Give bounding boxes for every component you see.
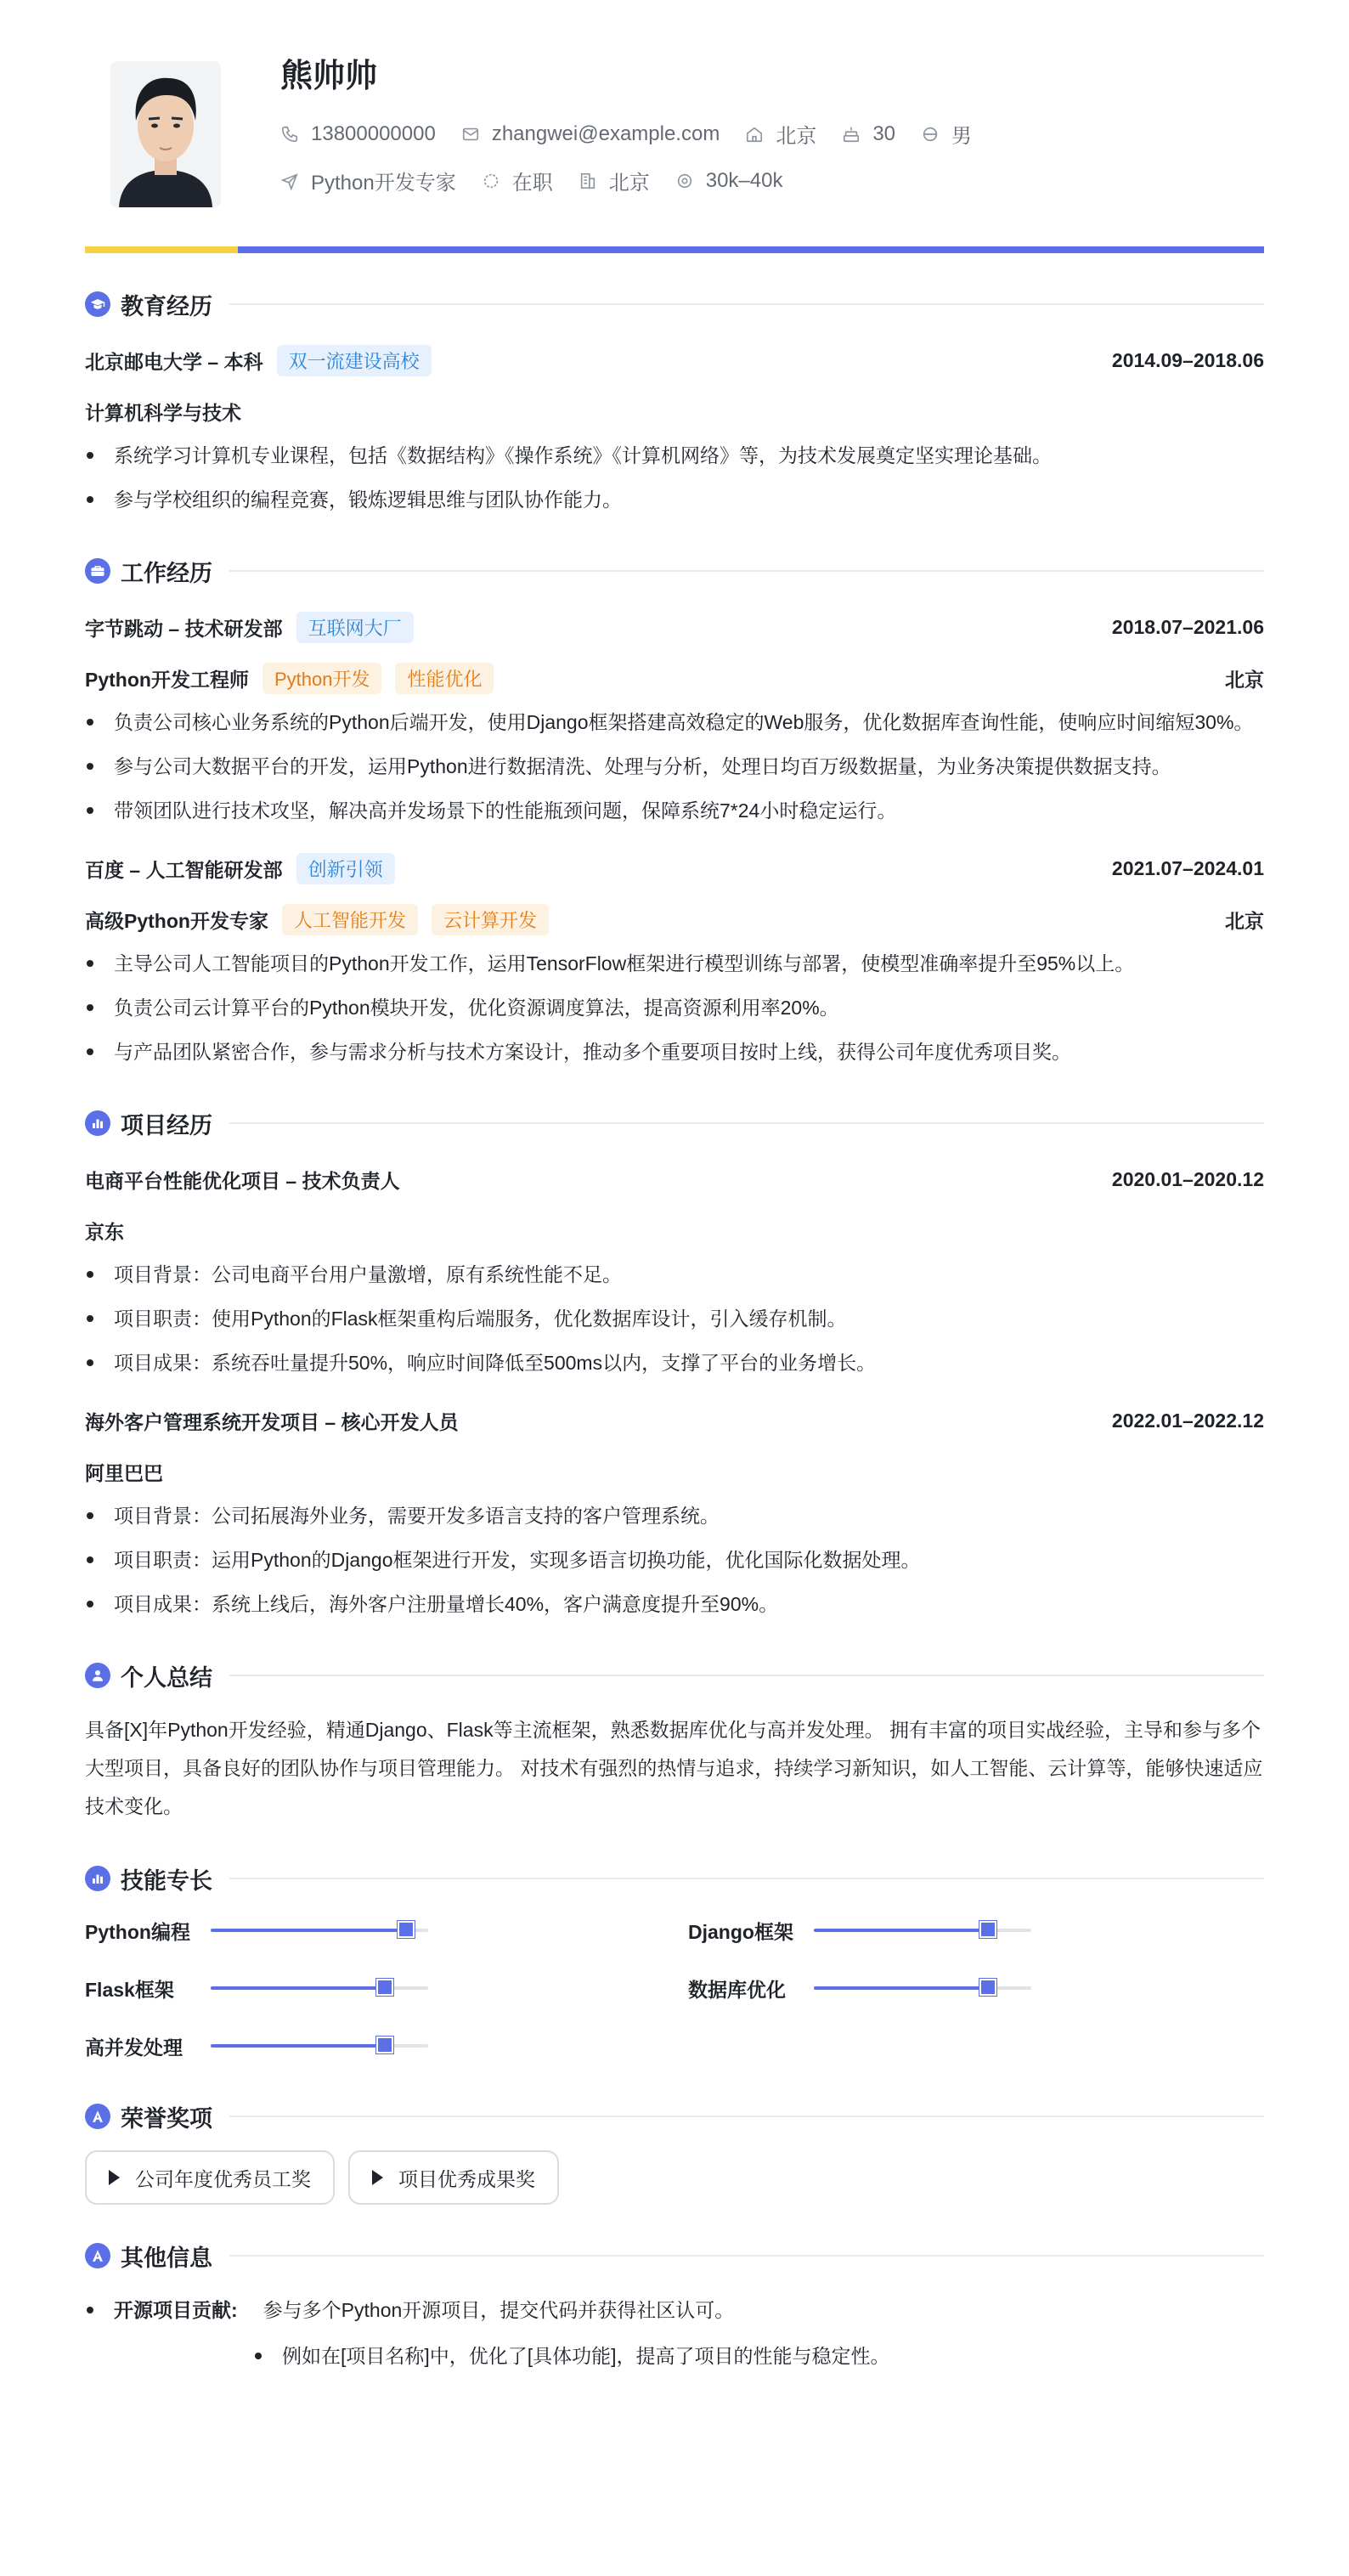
role-tag: 性能优化 <box>395 663 494 694</box>
job-role: 高级Python开发专家 <box>85 909 268 932</box>
company-tag: 创新引领 <box>296 853 395 884</box>
role-tag: 人工智能开发 <box>282 904 418 935</box>
skill-level-marker <box>376 1979 393 1996</box>
skill-name: 数据库优化 <box>688 1978 786 2001</box>
skill-track <box>814 1986 1031 1990</box>
list-item: 项目职责：运用Python的Django框架进行开发，实现多语言切换功能，优化国际化数据处理。 <box>85 1541 1264 1579</box>
skill-level-fill <box>814 1929 988 1932</box>
list-item: 参与公司大数据平台的开发，运用Python进行数据清洗、处理与分析，处理日均百万级数据量，为业务决策提供数据支持。 <box>85 748 1264 785</box>
skill-name: 高并发处理 <box>85 2036 183 2059</box>
skills-grid <box>85 1916 1264 2060</box>
section-rule <box>229 1122 1264 1124</box>
age-item <box>842 122 895 146</box>
list-item: 参与学校组织的编程竞赛，锻炼逻辑思维与团队协作能力。 <box>85 481 1264 518</box>
skill-level-fill <box>211 1986 385 1990</box>
job-role: Python开发工程师 <box>85 668 249 691</box>
work-entry <box>85 843 1264 1071</box>
summary-text: 具备[X]年Python开发经验，精通Django、Flask等主流框架，熟悉数据库优化与高并发处理。 拥有丰富的项目实战经验，主导和参与多个大型项目，具备良好的团队协作与项目管理能力。 对技术有强烈的热情与追求，持续学习新知识，如人工智能、云计算等，能够快速适应技术变化。 <box>85 1719 1263 1817</box>
avatar <box>110 61 221 207</box>
list-item: 负责公司核心业务系统的Python后端开发，使用Django框架搭建高效稳定的Web服务，优化数据库查询性能，使响应时间缩短30%。 <box>85 703 1264 741</box>
work-date: 2018.07–2021.06 <box>1111 615 1264 638</box>
project-entry <box>85 1154 1264 1381</box>
home-icon <box>745 125 764 144</box>
role-tag: 云计算开发 <box>432 904 549 935</box>
section-rule <box>229 1878 1264 1879</box>
email-value: zhangwei@example.com <box>491 121 720 145</box>
section-rule <box>229 2116 1264 2117</box>
graduation-cap-icon <box>85 291 110 317</box>
hometown-item <box>745 119 816 149</box>
position-value: Python开发专家 <box>311 172 456 195</box>
skill-level-marker <box>376 2037 393 2053</box>
school-tag: 双一流建设高校 <box>277 345 432 376</box>
list-item: 项目背景：公司拓展海外业务，需要开发多语言支持的客户管理系统。 <box>85 1497 1264 1534</box>
job-city: 北京 <box>1225 668 1264 691</box>
skill-level-marker <box>979 1979 996 1996</box>
project-date: 2020.01–2020.12 <box>1111 1167 1264 1190</box>
position-item <box>280 166 456 195</box>
user-icon <box>85 1663 110 1688</box>
list-item: 项目背景：公司电商平台用户量激增，原有系统性能不足。 <box>85 1256 1264 1293</box>
cake-icon <box>842 125 861 144</box>
section-title-summary: 个人总结 <box>85 1658 1264 1692</box>
phone-item <box>280 122 436 146</box>
city-item <box>579 166 650 195</box>
project-company: 阿里巴巴 <box>85 1461 163 1484</box>
briefcase-icon <box>85 558 110 584</box>
education-date: 2014.09–2018.06 <box>1111 348 1264 371</box>
section-title-education: 教育经历 <box>85 287 1264 321</box>
honor-label: 公司年度优秀员工奖 <box>135 2167 311 2190</box>
other-text: 参与多个Python开源项目，提交代码并获得社区认可。 <box>262 2299 735 2321</box>
award-icon <box>85 2104 110 2129</box>
intention-row <box>280 166 808 195</box>
list-item: 项目职责：使用Python的Flask框架重构后端服务，优化数据库设计，引入缓存机制。 <box>85 1300 1264 1337</box>
project-entry <box>85 1395 1264 1623</box>
play-icon <box>109 2170 120 2185</box>
summary-section <box>85 1658 1264 1826</box>
list-item: 负责公司云计算平台的Python模块开发，优化资源调度算法，提高资源利用率20%。 <box>85 989 1264 1026</box>
list-item: 与产品团队紧密合作，参与需求分析与技术方案设计，推动多个重要项目按时上线，获得公司年度优秀项目奖。 <box>85 1033 1264 1071</box>
role-tag: Python开发 <box>262 663 382 694</box>
education-entry-head <box>85 335 1264 386</box>
mail-icon <box>461 125 480 144</box>
skill-name: Django框架 <box>688 1920 793 1943</box>
salary-item <box>675 169 783 193</box>
honors-section <box>85 2099 1264 2205</box>
work-entry <box>85 602 1264 829</box>
skill-item <box>85 1974 688 2003</box>
skill-level-fill <box>211 1929 406 1932</box>
section-title-other: 其他信息 <box>85 2239 1264 2273</box>
projects-section <box>85 1106 1264 1623</box>
bar-chart-icon <box>85 1866 110 1891</box>
section-title-work: 工作经历 <box>85 554 1264 588</box>
education-section <box>85 287 1264 518</box>
school-name: 北京邮电大学 – 本科 <box>85 350 263 373</box>
company-name: 百度 – 人工智能研发部 <box>85 858 283 881</box>
honors-list <box>85 2150 1264 2205</box>
coin-icon <box>675 172 694 190</box>
city-value: 北京 <box>608 172 650 195</box>
other-item <box>85 2291 1264 2329</box>
honor-item <box>85 2150 335 2205</box>
phone-value: 13800000000 <box>311 121 436 145</box>
work-section <box>85 554 1264 1071</box>
skill-item <box>688 1916 1264 1945</box>
header-divider-accent <box>85 246 238 253</box>
skill-level-fill <box>211 2044 385 2048</box>
age-value: 30 <box>872 121 896 145</box>
list-item: 项目成果：系统上线后，海外客户注册量增长40%，客户满意度提升至90%。 <box>85 1585 1264 1623</box>
section-rule <box>229 570 1264 572</box>
candidate-name: 熊帅帅 <box>280 59 378 94</box>
honor-label: 项目优秀成果奖 <box>398 2167 535 2190</box>
other-label: 开源项目贡献: <box>114 2299 238 2321</box>
contact-row <box>280 119 997 149</box>
honor-item <box>348 2150 559 2205</box>
list-item: 项目成果：系统吞吐量提升50%，响应时间降低至500ms以内，支撑了平台的业务增长。 <box>85 1344 1264 1381</box>
skill-track <box>211 1986 428 1990</box>
building-icon <box>579 172 597 190</box>
send-icon <box>280 172 299 190</box>
avatar-portrait-icon <box>110 61 221 207</box>
skill-item <box>688 1974 1264 2003</box>
project-title: 海外客户管理系统开发项目 – 核心开发人员 <box>85 1410 459 1433</box>
phone-icon <box>280 125 299 144</box>
skill-level-marker <box>398 1921 415 1938</box>
hometown-value: 北京 <box>776 125 817 148</box>
section-title-skills: 技能专长 <box>85 1861 1264 1895</box>
company-tag: 互联网大厂 <box>296 612 414 643</box>
section-title-honors: 荣誉奖项 <box>85 2099 1264 2133</box>
skill-item <box>85 1916 688 1945</box>
section-title-projects: 项目经历 <box>85 1106 1264 1140</box>
skill-name: Flask框架 <box>85 1978 174 2001</box>
gender-value: 男 <box>951 125 973 148</box>
project-date: 2022.01–2022.12 <box>1111 1409 1264 1432</box>
major: 计算机科学与技术 <box>85 401 241 424</box>
gender-icon <box>921 125 940 144</box>
award-icon <box>85 2243 110 2268</box>
work-date: 2021.07–2024.01 <box>1111 856 1264 879</box>
skill-name: Python编程 <box>85 1920 190 1943</box>
list-item: 主导公司人工智能项目的Python开发工作，运用TensorFlow框架进行模型训练与部署，使模型准确率提升至95%以上。 <box>85 945 1264 982</box>
other-sub-item: 例如在[项目名称]中，优化了[具体功能]，提高了项目的性能与稳定性。 <box>253 2337 1264 2375</box>
education-bullets <box>85 437 1264 518</box>
job-city: 北京 <box>1225 909 1264 932</box>
status-item <box>482 166 553 195</box>
company-name: 字节跳动 – 技术研发部 <box>85 617 283 640</box>
skill-level-marker <box>979 1921 996 1938</box>
resume-header <box>85 0 1264 253</box>
list-item: 系统学习计算机专业课程，包括《数据结构》《操作系统》《计算机网络》等，为技术发展奠定坚实理论基础。 <box>85 437 1264 474</box>
email-item <box>461 122 720 146</box>
section-rule <box>229 1675 1264 1676</box>
header-divider <box>85 246 1264 253</box>
other-section <box>85 2239 1264 2375</box>
skill-track <box>211 2044 428 2048</box>
project-title: 电商平台性能优化项目 – 技术负责人 <box>85 1169 400 1192</box>
list-item: 带领团队进行技术攻坚，解决高并发场景下的性能瓶颈问题，保障系统7*24小时稳定运行。 <box>85 792 1264 829</box>
status-icon <box>482 172 500 190</box>
skill-item <box>85 2031 688 2060</box>
skill-track <box>211 1929 428 1932</box>
play-icon <box>372 2170 383 2185</box>
status-value: 在职 <box>511 172 553 195</box>
section-rule <box>229 303 1264 305</box>
skill-level-fill <box>814 1986 988 1990</box>
skills-section <box>85 1861 1264 2060</box>
skill-track <box>814 1929 1031 1932</box>
project-company: 京东 <box>85 1220 124 1243</box>
bar-chart-icon <box>85 1110 110 1136</box>
salary-value: 30k–40k <box>705 168 783 192</box>
gender-item <box>921 119 972 149</box>
section-rule <box>229 2255 1264 2257</box>
